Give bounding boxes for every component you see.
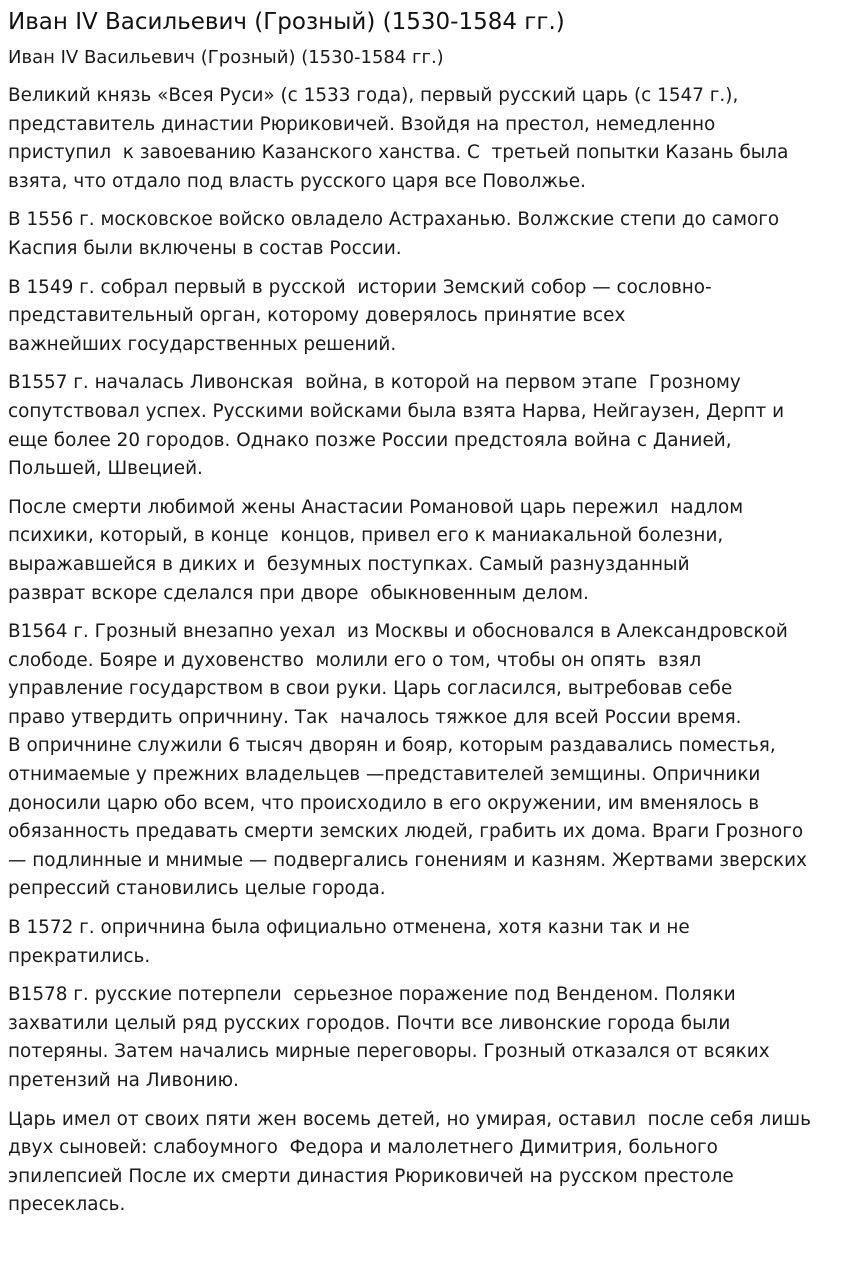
paragraph-line: прекратились.: [8, 945, 151, 967]
paragraph-line: психики, который, в конце концов, привел его к маниакальной болезни,: [8, 525, 724, 547]
paragraph: [8, 274, 839, 360]
paragraph-line: претензий на Ливонию.: [8, 1070, 239, 1091]
paragraph-line: эпилепсией После их смерти династия Рюриковичей на русском престоле: [8, 1165, 734, 1187]
paragraph-line: слободе. Бояре и духовенство молили его о том, чтобы он опять взял: [8, 649, 702, 671]
paragraph-line: важнейших государственных решений.: [8, 333, 397, 355]
paragraph-line: разврат вскоре сделался при дворе обыкновенным делом.: [8, 582, 589, 604]
paragraph-line: обязанность предавать смерти земских людей, грабить их дома. Враги Грозного: [8, 821, 804, 843]
paragraph-line: После смерти любимой жены Анастасии Романовой царь пережил надлом: [8, 496, 744, 518]
paragraph-line: Царь имел от своих пяти жен восемь детей, но умирая, оставил после себя лишь: [8, 1108, 811, 1130]
paragraph: [8, 618, 839, 904]
paragraph-line: выражавшейся в диких и безумных поступках. Самый разнузданный: [8, 553, 690, 575]
paragraph-line: В1564 г. Грозный внезапно уехал из Москвы и обосновался в Александровской: [8, 621, 788, 643]
page-subtitle: Иван IV Васильевич (Грозный) (1530-1584 гг.): [8, 47, 444, 68]
paragraph-line: репрессий становились целые города.: [8, 878, 386, 900]
paragraph-line: В опричнине служили 6 тысяч дворян и бояр, которым раздавались поместья,: [8, 735, 776, 757]
paragraph-line: еще более 20 городов. Однако позже России предстояла война с Данией,: [8, 429, 732, 451]
paragraph: [8, 206, 839, 263]
paragraph-line: В 1556 г. московское войско овладело Астраханью. Волжские степи до самого: [8, 209, 780, 231]
paragraph: [8, 369, 839, 483]
paragraph-line: В 1549 г. собрал первый в русской истории Земский собор — сословно-: [8, 276, 712, 298]
document-body: [8, 82, 839, 1220]
paragraph-line: — подлинные и мнимые — подвергались гонениям и казням. Жертвами зверских: [8, 849, 807, 871]
paragraph: [8, 494, 839, 608]
paragraph-line: В1578 г. русские потерпели серьезное поражение под Венденом. Поляки: [8, 984, 736, 1006]
paragraph-line: доносили царю обо всем, что происходило в его окружении, им вменялось в: [8, 792, 760, 814]
paragraph-line: приступил к завоеванию Казанского ханства. С третьей попытки Казань была: [8, 142, 789, 164]
paragraph-line: сопутствовал успех. Русскими войсками была взята Нарва, Нейгаузен, Дерпт и: [8, 400, 785, 422]
paragraph-line: взята, что отдало под власть русского царя все Поволжье.: [8, 170, 586, 192]
paragraph-line: Каспия были включены в состав России.: [8, 237, 402, 259]
paragraph-line: захватили целый ряд русских городов. Почти все ливонские города были: [8, 1012, 731, 1034]
paragraph: [8, 914, 839, 971]
page-title: Иван IV Васильевич (Грозный) (1530-1584 гг.): [8, 9, 565, 35]
paragraph: [8, 981, 839, 1095]
paragraph-line: право утвердить опричнину. Так началось тяжкое для всей России время.: [8, 706, 742, 728]
paragraph-line: отнимаемые у прежних владельцев —представителей земщины. Опричники: [8, 764, 761, 786]
paragraph-line: В1557 г. началась Ливонская война, в которой на первом этапе Грозному: [8, 372, 741, 394]
paragraph-line: представитель династии Рюриковичей. Взойдя на престол, немедленно: [8, 113, 716, 135]
paragraph-line: пресеклась.: [8, 1194, 126, 1216]
paragraph: [8, 82, 839, 196]
paragraph-line: двух сыновей: слабоумного Федора и малолетнего Димитрия, больного: [8, 1137, 718, 1159]
paragraph-line: представительный орган, которому доверялось принятие всех: [8, 305, 626, 327]
paragraph: [8, 1106, 839, 1220]
paragraph-line: управление государством в свои руки. Царь согласился, вытребовав себе: [8, 678, 733, 700]
paragraph-line: В 1572 г. опричнина была официально отменена, хотя казни так и не: [8, 917, 690, 939]
paragraph-line: Польшей, Швецией.: [8, 458, 203, 480]
paragraph-line: Великий князь «Всея Руси» (с 1533 года), первый русский царь (с 1547 г.),: [8, 85, 739, 106]
paragraph-line: потеряны. Затем начались мирные переговоры. Грозный отказался от всяких: [8, 1041, 770, 1063]
